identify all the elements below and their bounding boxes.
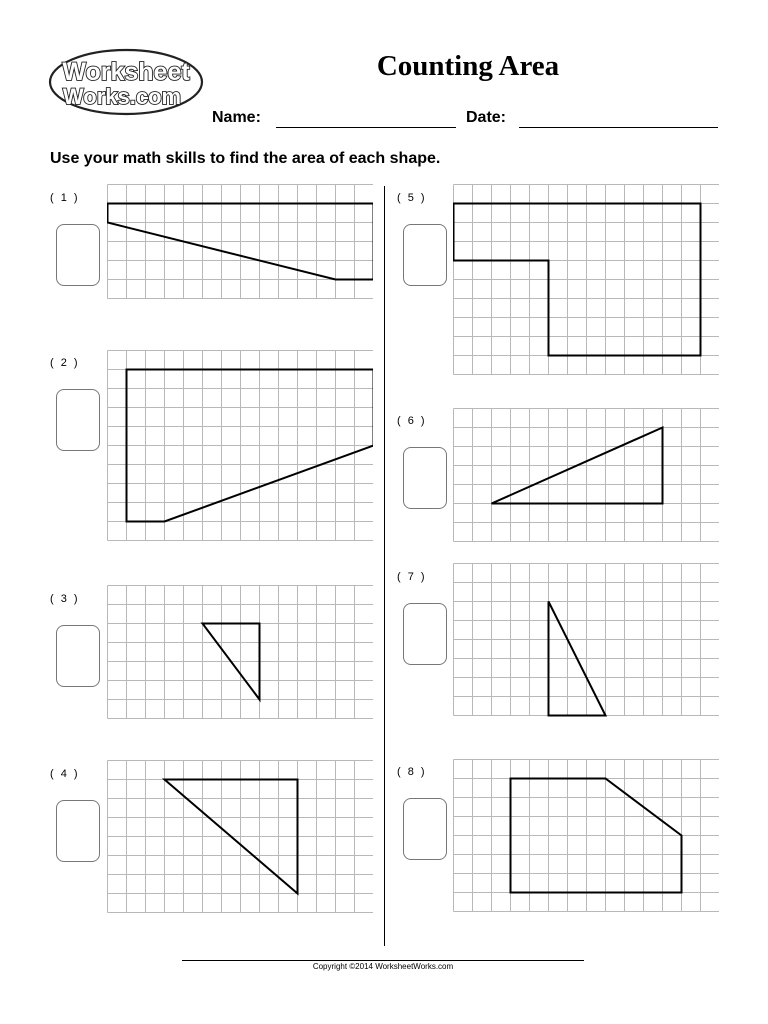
problem-8-number: ( 8 )	[397, 766, 427, 778]
page-title: Counting Area	[376, 50, 560, 82]
logo-text-line1: Worksheet	[62, 58, 190, 86]
column-divider	[384, 186, 385, 946]
problem-3-number: ( 3 )	[50, 593, 80, 605]
problem-5-number: ( 5 )	[397, 192, 427, 204]
grid-4	[107, 760, 373, 916]
grid-lines	[108, 351, 374, 541]
footer-rule	[182, 960, 584, 961]
grid-lines	[108, 185, 374, 299]
answer-box-8[interactable]	[403, 798, 447, 860]
date-field[interactable]	[519, 127, 718, 128]
grid-7	[453, 563, 719, 719]
answer-box-7[interactable]	[403, 603, 447, 665]
grid-1	[107, 184, 373, 300]
grid-lines	[108, 761, 374, 913]
date-label: Date:	[466, 109, 507, 126]
answer-box-4[interactable]	[56, 800, 100, 862]
problem-2-number: ( 2 )	[50, 357, 80, 369]
grid-8	[453, 759, 719, 915]
answer-box-1[interactable]	[56, 224, 100, 286]
answer-box-3[interactable]	[56, 625, 100, 687]
problem-7-number: ( 7 )	[397, 571, 427, 583]
logo-text-line2: Works.com	[62, 84, 182, 109]
copyright: Copyright ©2014 WorksheetWorks.com	[312, 962, 454, 971]
grid-lines	[454, 409, 720, 542]
instructions: Use your math skills to find the area of each shape.	[50, 150, 441, 167]
answer-box-6[interactable]	[403, 447, 447, 509]
problem-1-number: ( 1 )	[50, 192, 80, 204]
grid-lines	[454, 760, 720, 912]
grid-5	[453, 184, 719, 378]
grid-lines	[454, 564, 720, 716]
grid-3	[107, 585, 373, 721]
name-label: Name:	[212, 109, 261, 126]
name-field[interactable]	[276, 127, 456, 128]
answer-box-5[interactable]	[403, 224, 447, 286]
problem-6-number: ( 6 )	[397, 415, 427, 427]
answer-box-2[interactable]	[56, 389, 100, 451]
grid-lines	[108, 586, 374, 719]
problem-4-number: ( 4 )	[50, 768, 80, 780]
grid-2	[107, 350, 373, 544]
grid-lines	[454, 185, 720, 375]
grid-6	[453, 408, 719, 544]
worksheetworks-logo	[48, 48, 204, 116]
